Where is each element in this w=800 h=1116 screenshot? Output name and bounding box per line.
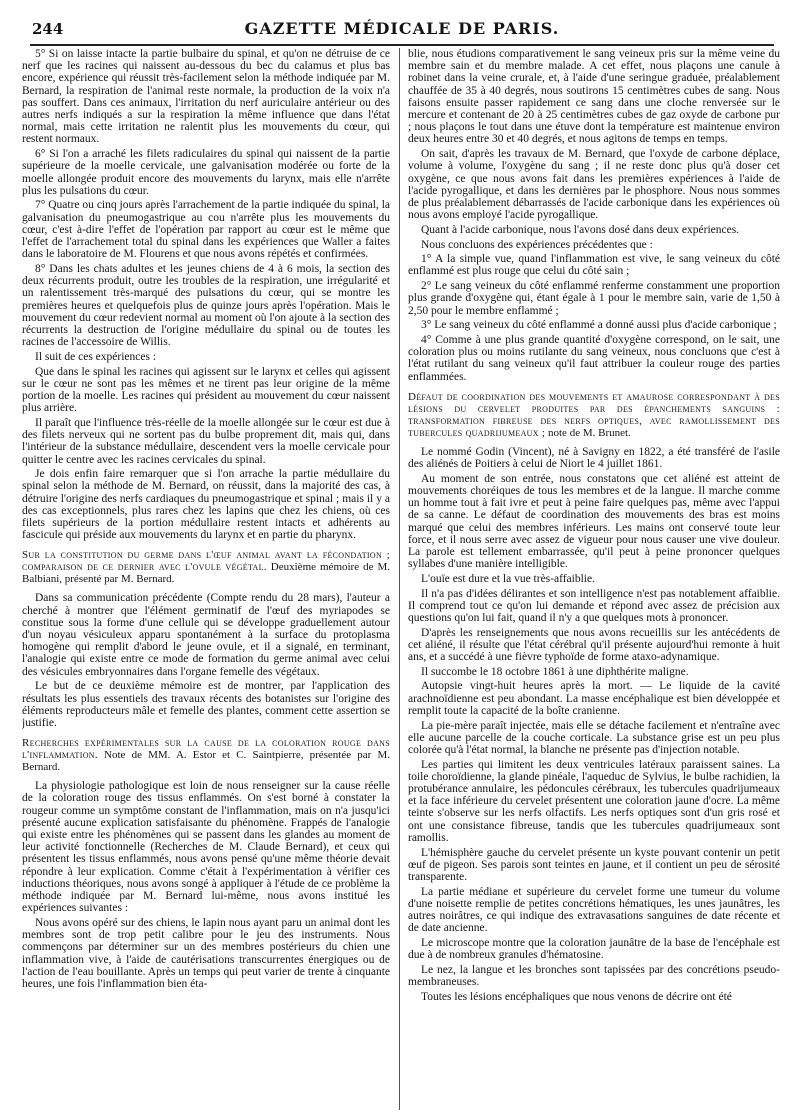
paragraph: 4° Comme à une plus grande quantité d'oxygène correspond, on le sait, une coloration plus ou moins rutilante du sang veineux, nous concluons que c'est à l'état rutilant du sang veineux qu'il faut attribuer la couleur rouge des parties enflammées. <box>408 333 780 383</box>
section-title: Défaut de coordination des mouvements et amaurose correspondant à des lésions du cervelet produites par des épanchements sanguins : transformation fibreuse des nerfs optiques, avec ramollissement des tubercules quadrijumeaux ; <box>408 390 780 439</box>
paragraph: Autopsie vingt-huit heures après la mort. — Le liquide de la cavité arachnoïdienne est peu abondant. La masse encéphalique est bien développée et remplit toute la capacité de la boîte cranienne. <box>408 680 780 717</box>
left-column <box>22 48 390 1110</box>
paragraph: Le but de ce deuxième mémoire est de montrer, par l'application des résultats les plus essentiels des travaux récents des botanistes sur l'origine des éléments reproducteurs mâle et femelle des plantes, comment cette assertion se justifie. <box>22 680 390 729</box>
paragraph: Le microscope montre que la coloration jaunâtre de la base de l'encéphale est due à de nombreux granules d'hématosine. <box>408 937 780 962</box>
journal-title: GAZETTE MÉDICALE DE PARIS. <box>244 19 560 38</box>
paragraph: Il paraît que l'influence très-réelle de la moelle allongée sur le cœur est due à des filets nerveux qui ne sortent pas du bulbe proprement dit, mais qui, dans l'intérieur de la substance médullaire, descendent vers la moelle cervicale pour quitter le centre avec les racines cervicales du spinal. <box>22 416 390 466</box>
section-byline: Deuxième mémoire de M. Balbiani, présenté par M. Bernard. <box>22 561 390 586</box>
page-number: 244 <box>32 20 64 38</box>
section-heading-estor <box>22 737 390 773</box>
paragraph: Il suit de ces expériences : <box>35 350 157 363</box>
paragraph: Dans sa communication précédente (Compte rendu du 28 mars), l'auteur a cherché à montrer que l'élément germinatif de l'œuf des myriapodes se constitue sous la forme d'une cellule qui se développe graduellement autour d'un noyau vésiculeux apparu spontanément à la surface du protoplasma homogène qui remplit d'abord le jeune ovule, et il a signalé, en terminant, l'analogie qui existe entre ce mode de formation du germe animal avec celui des vésicules embryonnaires dans l'organe femelle des végétaux. <box>22 592 390 678</box>
paragraph: 8° Dans les chats adultes et les jeunes chiens de 4 à 6 mois, la section des deux récurrents produit, outre les troubles de la respiration, une irrégularité et un ralentissement très-marqué des pulsations du cœur, qui se montre les premières heures et quelquefois plus de quinze jours après l'opération. Mais le mouvement du cœur redevient normal au moment où l'on ajoute à la section des récurrents la destruction de l'origine médullaire du spinal ou de toutes les racines de l'accessoire de Willis. <box>22 262 390 349</box>
paragraph: Je dois enfin faire remarquer que si l'on arrache la partie médullaire du spinal selon la méthode de M. Bernard, on réussit, dans la majorité des cas, à détruire l'origine des nerfs cardiaques du pneumogastrique et spinal ; mais il y a des cas exceptionnels, plus rares chez les lapins que chez les chiens, où ces filets supérieurs de la portion médullaire restent intacts et adhérents au fascicule qui préside aux mouvements du larynx et en partie du pharynx. <box>22 468 390 542</box>
column-divider <box>399 48 400 1110</box>
paragraph: 5° Si on laisse intacte la partie bulbaire du spinal, et qu'on ne détruise de ce nerf que les racines qui naissent au-dessous du bec du calamus et plus bas encore, expérience qui réussit très-facilement selon la méthode indiquée par M. Bernard, la respiration de l'animal reste normale, la production de la voix n'a pas souffert. Dans ces animaux, l'irritation du nerf auriculaire antérieur ou des autres nerfs indiqués a sur la respiration la même influence que dans l'état normal, mais cette irritation ne ralentit plus les mouvements du cœur, qui restent normaux. <box>22 48 390 146</box>
paragraph: On sait, d'après les travaux de M. Bernard, que l'oxyde de carbone déplace, volume à volume, l'oxygène du sang ; il ne reste donc plus qu'à doser cet oxygène, ce que nous avons fait dans les premières expériences à l'aide de l'acide pyrogallique, et dans les dernières par le phosphore. Nous nous sommes de plus préalablement débarrassés de l'acide carbonique dans les expériences où nous avons employé l'acide pyrogallique. <box>408 148 780 222</box>
paragraph: 3° Le sang veineux du côté enflammé a donné aussi plus d'acide carbonique ; <box>421 319 777 332</box>
section-title: Recherches expérimentales sur la cause de la coloration rouge dans l'inflammation. <box>22 737 390 762</box>
paragraph: Quant à l'acide carbonique, nous l'avons dosé dans deux expériences. <box>421 223 740 236</box>
paragraph: Il n'a pas d'idées délirantes et son intelligence n'est pas notablement affaiblie. Il comprend tout ce qu'on lui demande et répond avec assez de précision aux questions qu'on lui fait, quand il n'y a que quelques mots à prononcer. <box>408 587 780 624</box>
paragraph: 2° Le sang veineux du côté enflammé renferme constamment une proportion plus grande d'oxygène qui, étant égale à 1 pour le membre sain, varie de 1,50 à 2,50 pour le membre enflammé ; <box>408 280 780 317</box>
paragraph: 7° Quatre ou cinq jours après l'arrachement de la partie indiquée du spinal, la galvanisation du pneumogastrique au cou n'arrête plus les mouvements du cœur, c'est à-dire l'effet de l'opération par rapport au cœur est le même que l'effet de l'arrachement total du spinal dans les expériences que Waller a faites dans le laboratoire de M. Flourens et que nous avons répétés et confirmées. <box>22 199 390 261</box>
paragraph: Le nommé Godin (Vincent), né à Savigny en 1822, a été transféré de l'asile des aliénés de Poitiers à celui de Niort le 4 juillet 1861. <box>408 445 780 470</box>
page-header <box>30 14 774 46</box>
paragraph: Nous avons opéré sur des chiens, le lapin nous ayant paru un animal dont les membres sont de trop petit calibre pour le jeu des instruments. Nous commençons par déterminer sur un des membres postérieurs du chien une inflammation vive, à l'aide de cautérisations transcurrentes énergiques ou de l'action de l'eau bouillante. Après un temps qui peut varier de trente à cinquante heures, une fois l'inflammation bien éta- <box>22 916 390 990</box>
paragraph: Au moment de son entrée, nous constatons que cet aliéné est atteint de mouvements choréiques de tous les membres et de la langue. Il marche comme un homme tout à fait ivre et peut à peine faire quelques pas, même avec l'appui de sa canne. Le défaut de coordination des mouvements des bras est moins marqué que celui des membres inférieurs. Les mains ont conservé toute leur force, et il nous serre avec assez de vigueur pour nous causer une vive douleur. La parole est tellement embarrassée, qu'il peut à peine prononcer quelques syllabes d'une manière intelligible. <box>408 472 780 571</box>
section-byline: note de M. Brunet. <box>545 426 631 439</box>
paragraph: La partie médiane et supérieure du cervelet forme une tumeur du volume d'une noisette remplie de petites concrétions hématiques, les unes jaunâtres, les autres noirâtres, ce qui indique des extravasations sanguines de date récente et de date ancienne. <box>408 885 780 935</box>
section-byline: Note de MM. A. Estor et C. Saintpierre, présentée par M. Bernard. <box>22 749 390 774</box>
paragraph: 1° A la simple vue, quand l'inflammation est vive, le sang veineux du côté enflammé est plus rouge que celui du côté sain ; <box>408 253 780 278</box>
paragraph: L'hémisphère gauche du cervelet présente un kyste pouvant contenir un petit œuf de pigeon. Ses parois sont teintes en jaune, et il contient un peu de sérosité transparente. <box>408 846 780 883</box>
paragraph: 6° Si l'on a arraché les filets radiculaires du spinal qui naissent de la partie supérieure de la moelle cervicale, une galvanisation modérée ou forte de la moelle allongée produit encore des mouvements du larynx, mais elle n'arrête plus les pulsations du cœur. <box>22 148 390 197</box>
paragraph: Nous concluons des expériences précédentes que : <box>421 238 653 251</box>
paragraph: Que dans le spinal les racines qui agissent sur le larynx et celles qui agissent sur le cœur ne sont pas les mêmes et ne tirent pas leur origine de la même portion de la moelle. Les racines qui président au mouvement du cœur naissent plus arrière. <box>22 365 390 415</box>
paragraph: Il succombe le 18 octobre 1861 à une diphthérite maligne. <box>421 665 689 678</box>
section-title: Sur la constitution du germe dans l'œuf animal avant la fécondation ; comparaison de ce dernier avec l'ovule végétal. <box>22 549 390 574</box>
paragraph: La physiologie pathologique est loin de nous renseigner sur la cause réelle de la coloration rouge des tissus enflammés. On s'est borné à constater la rougeur comme un symptôme constant de l'inflammation, mais on n'a jusqu'ici présenté aucune explication satisfaisante du phénomène. Frappés de l'analogie qui existe entre les phénomènes qui se passent dans les glandes au moment de leur activité fonctionnelle (Recherches de M. Claude Bernard), et ceux qui présentent les tissus enflammés, nous avons pensé qu'une même théorie devait répondre à leur explication. Comme c'était à l'expérimentation à vérifier ces inductions théoriques, nous avons songé à appliquer à l'étude de ce problème la méthode indiquée par M. Bernard lui-même, nous avons institué les expériences suivantes : <box>22 780 390 915</box>
paragraph: Les parties qui limitent les deux ventricules latéraux paraissent saines. La toile choroïdienne, la glande pinéale, l'aqueduc de Sylvius, le bulbe rachidien, la protubérance annulaire, les pédoncules cérébraux, les tubercules quadrijumeaux et la face inférieure du cervelet présentent une coloration jaune d'ocre. La même teinte s'observe sur les nerfs olfactifs. Les nerfs optiques sont d'un gris rosé et ont une consistance fibreuse, tandis que les tubercules quadrijumeaux sont ramollis. <box>408 758 780 844</box>
paragraph: Toutes les lésions encéphaliques que nous venons de décrire ont été <box>421 990 732 1003</box>
paragraph: La pie-mère paraît injectée, mais elle se détache facilement et n'entraîne avec elle aucune parcelle de la couche corticale. La substance grise est un peu plus colorée qu'à l'état normal, la blanche ne présente pas d'injection notable. <box>408 719 780 756</box>
paragraph: blie, nous étudions comparativement le sang veineux pris sur la même veine du membre sain et du membre malade. A cet effet, nous plaçons une canule à robinet dans la veine crurale, et, à l'aide d'une seringue graduée, préalablement chauffée de 35 à 40 degrés, nous soutirons 15 centimètres cubes de sang. Nous faisons ensuite passer rapidement ce sang dans une cloche renversée sur le mercure et contenant de 20 à 25 centimètres cubes de gaz oxyde de carbone pur ; nous plaçons le tout dans une étuve dont la température est maintenue environ deux heures entre 30 et 40 degrés, et nous agitons de temps en temps. <box>408 48 780 146</box>
section-heading-balbiani <box>22 549 390 585</box>
paragraph: L'ouïe est dure et la vue très-affaiblie. <box>421 572 595 585</box>
right-column <box>408 48 780 1110</box>
section-heading-brunet <box>408 391 780 439</box>
paragraph: D'après les renseignements que nous avons recueillis sur les antécédents de cet aliéné, il résulte que l'état cérébral qu'il présente aujourd'hui remonte à huit ans, et a succédé à une fièvre typhoïde de forme ataxo-adynamique. <box>408 626 780 664</box>
paragraph: Le nez, la langue et les bronches sont tapissées par des concrétions pseudo-membraneuses. <box>408 963 780 989</box>
